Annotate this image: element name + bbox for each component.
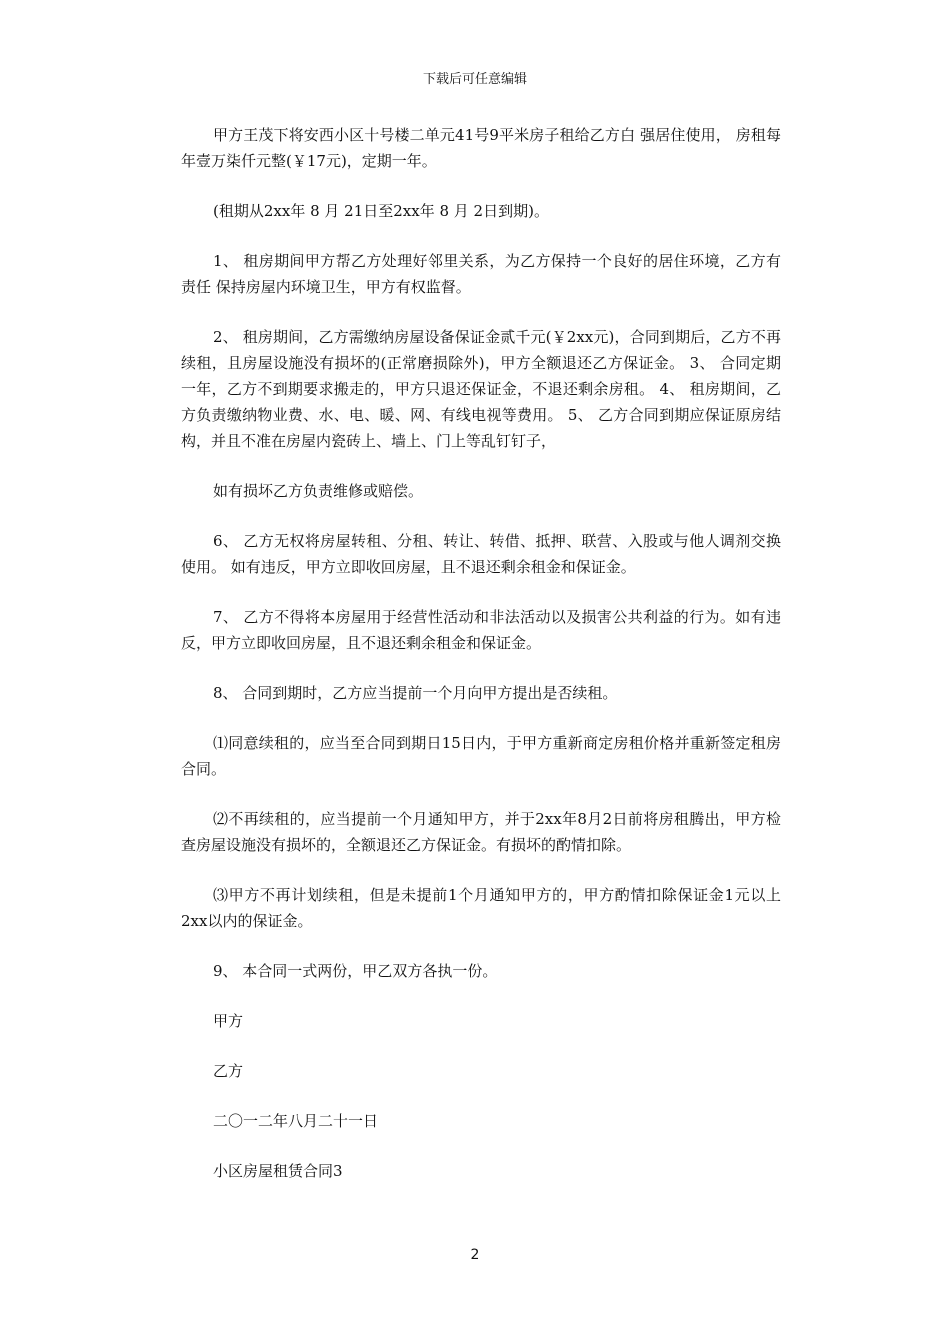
paragraph-spacer xyxy=(181,1034,781,1058)
paragraph-spacer xyxy=(181,454,781,478)
paragraph-spacer xyxy=(181,984,781,1008)
paragraph-spacer xyxy=(181,656,781,680)
paragraph-lease-period: (租期从2xx年 8 月 21日至2xx年 8 月 2日到期)。 xyxy=(213,202,549,220)
paragraph-clause-9: 9、 本合同一式两份，甲乙双方各执一份。 xyxy=(213,962,498,980)
paragraph-lease-terms: 甲方王茂下将安西小区十号楼二单元41号9平米房子租给乙方白 强居住使用， 房租每年壹万柒仟元整(￥17元)，定期一年。 xyxy=(181,126,781,170)
contract-body xyxy=(181,122,781,1184)
signature-date: 二〇一二年八月二十一日 xyxy=(213,1112,379,1130)
paragraph-spacer xyxy=(181,934,781,958)
paragraph-clauses-2-5: 2、 租房期间，乙方需缴纳房屋设备保证金贰千元(￥2xx元)，合同到期后，乙方不再 续租，且房屋设施没有损坏的(正常磨损除外)，甲方全额退还乙方保证金。 3、 合同定期一年，乙方不到期要求搬走的，甲方只退还保证金，不退还剩余房租。 4、 租房期间，乙方负责缴纳物业费、水、电、暖、网、有线电视等费用。 5、 乙方合同到期应保证原房结构，并且不准在房屋内瓷砖上、墙上、门上等乱钉钉子， xyxy=(181,328,781,450)
paragraph-clause-8: 8、 合同到期时，乙方应当提前一个月向甲方提出是否续租。 xyxy=(213,684,618,702)
paragraph-spacer xyxy=(181,300,781,324)
paragraph-spacer xyxy=(181,224,781,248)
page-header-note: 下载后可任意编辑 xyxy=(422,72,527,87)
paragraph-spacer xyxy=(181,174,781,198)
paragraph-clause-8-item-1: ⑴同意续租的，应当至合同到期日15日内，于甲方重新商定房租价格并重新签定租房合同。 xyxy=(181,734,781,778)
paragraph-clause-8-item-3: ⑶甲方不再计划续租，但是未提前1个月通知甲方的，甲方酌情扣除保证金1元以上2xx以内的保证金。 xyxy=(181,886,781,930)
signature-party-b: 乙方 xyxy=(213,1062,244,1080)
paragraph-spacer xyxy=(181,1084,781,1108)
paragraph-clause-6: 6、 乙方无权将房屋转租、分租、转让、转借、抵押、联营、入股或与他人调剂交换使用。 如有违反，甲方立即收回房屋，且不退还剩余租金和保证金。 xyxy=(181,532,781,576)
signature-party-a: 甲方 xyxy=(213,1012,244,1030)
paragraph-clause-1: 1、 租房期间甲方帮乙方处理好邻里关系，为乙方保持一个良好的居住环境，乙方有责任 保持房屋内环境卫生，甲方有权监督。 xyxy=(181,252,781,296)
paragraph-spacer xyxy=(181,782,781,806)
paragraph-damage-note: 如有损坏乙方负责维修或赔偿。 xyxy=(213,482,424,500)
page-number: 2 xyxy=(470,1247,480,1263)
paragraph-spacer xyxy=(181,580,781,604)
paragraph-spacer xyxy=(181,706,781,730)
paragraph-spacer xyxy=(181,1134,781,1158)
paragraph-spacer xyxy=(181,504,781,528)
paragraph-clause-7: 7、 乙方不得将本房屋用于经营性活动和非法活动以及损害公共利益的行为。如有违反，甲方立即收回房屋，且不退还剩余租金和保证金。 xyxy=(181,608,781,652)
paragraph-spacer xyxy=(181,858,781,882)
next-section-title: 小区房屋租赁合同3 xyxy=(213,1162,343,1180)
paragraph-clause-8-item-2: ⑵不再续租的，应当提前一个月通知甲方，并于2xx年8月2日前将房租腾出，甲方检查房屋设施没有损坏的，全额退还乙方保证金。有损坏的酌情扣除。 xyxy=(181,810,781,854)
